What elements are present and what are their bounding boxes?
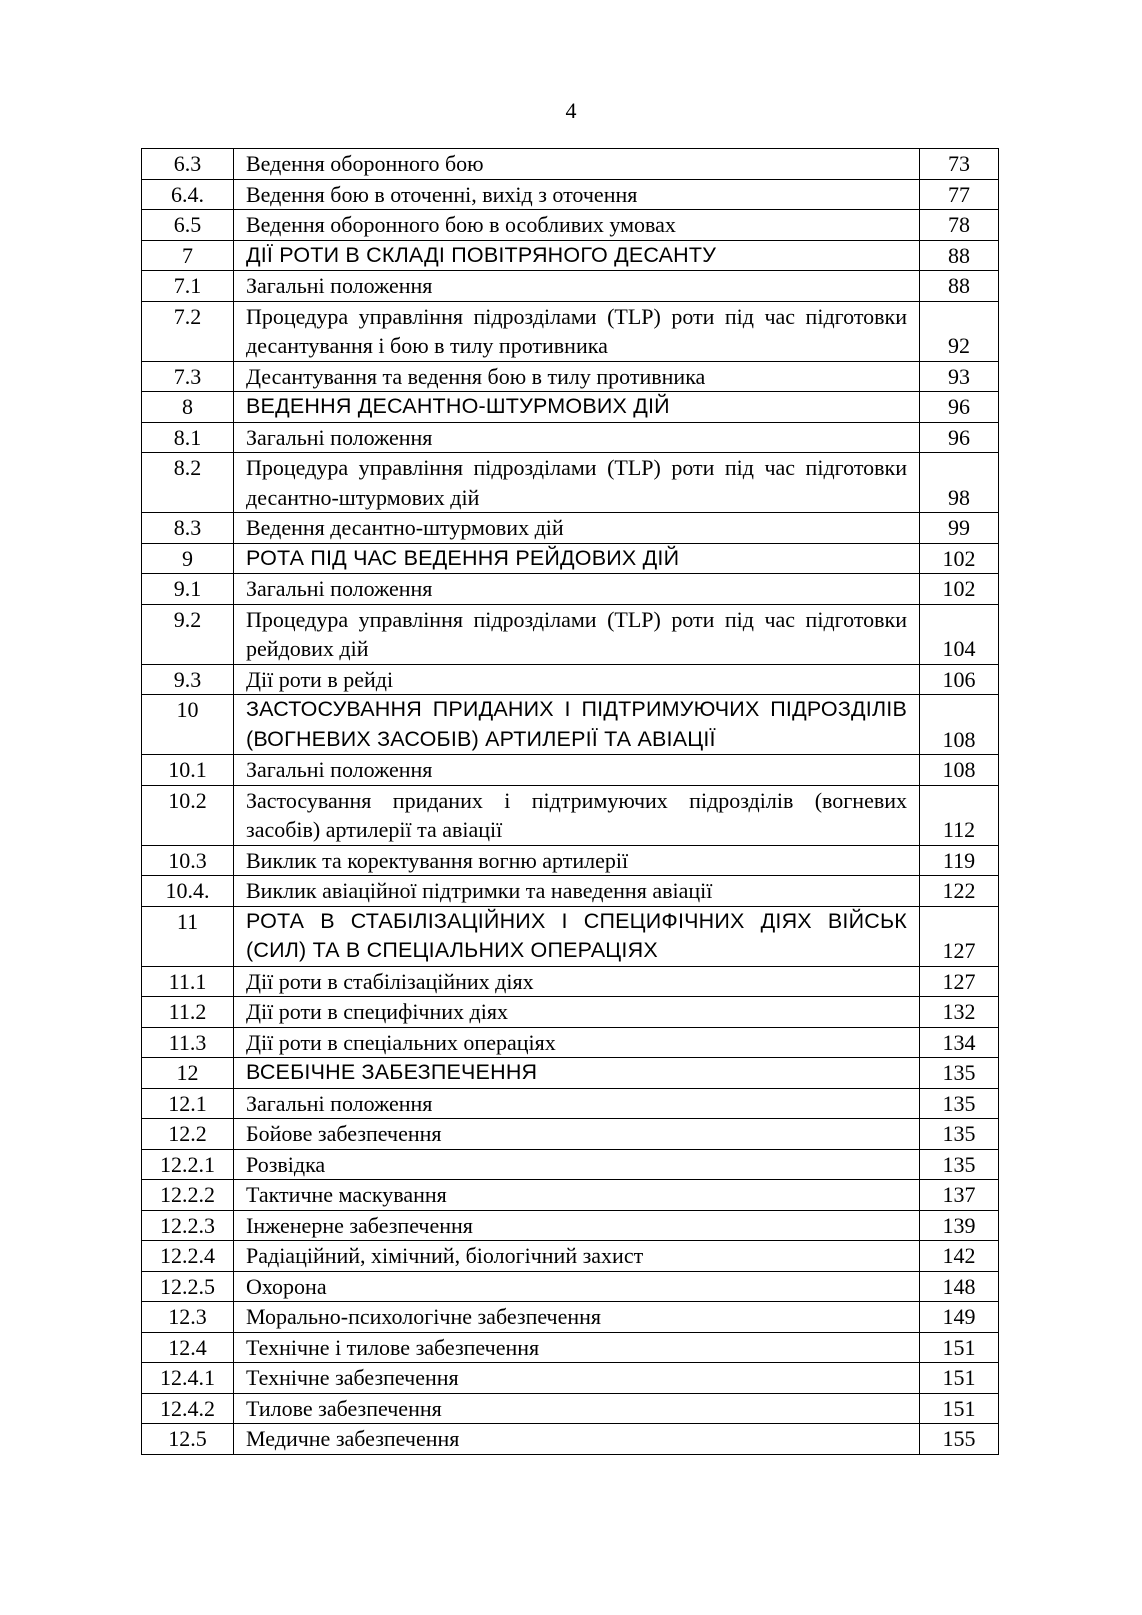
toc-section-title: Розвідка	[234, 1149, 920, 1180]
toc-page-number: 96	[920, 422, 999, 453]
toc-section-number: 9.2	[142, 604, 234, 664]
toc-row	[142, 1210, 999, 1241]
toc-row	[142, 1302, 999, 1333]
toc-row	[142, 210, 999, 241]
toc-section-title: Інженерне забезпечення	[234, 1210, 920, 1241]
toc-row	[142, 755, 999, 786]
toc-section-number: 12.4.1	[142, 1363, 234, 1394]
page-number: 4	[565, 98, 577, 123]
toc-page-number: 134	[920, 1027, 999, 1058]
toc-body	[142, 149, 999, 1455]
toc-section-title: Ведення десантно-штурмових дій	[234, 513, 920, 544]
toc-section-number: 7.3	[142, 361, 234, 392]
toc-section-number: 9	[142, 543, 234, 574]
toc-section-number: 10.3	[142, 845, 234, 876]
toc-row	[142, 392, 999, 423]
toc-row	[142, 1241, 999, 1272]
toc-section-title: Ведення оборонного бою в особливих умовах	[234, 210, 920, 241]
toc-section-title: Тактичне маскування	[234, 1180, 920, 1211]
toc-section-title: Технічне забезпечення	[234, 1363, 920, 1394]
toc-section-number: 12.3	[142, 1302, 234, 1333]
toc-row	[142, 422, 999, 453]
toc-section-number: 7.1	[142, 271, 234, 302]
toc-page-number: 104	[920, 604, 999, 664]
toc-section-number: 10.4.	[142, 876, 234, 907]
toc-section-title: ДІЇ РОТИ В СКЛАДІ ПОВІТРЯНОГО ДЕСАНТУ	[234, 240, 920, 271]
toc-row	[142, 574, 999, 605]
toc-section-number: 9.1	[142, 574, 234, 605]
toc-row	[142, 695, 999, 755]
toc-page-number: 73	[920, 149, 999, 180]
toc-row	[142, 1180, 999, 1211]
toc-row	[142, 1027, 999, 1058]
toc-page-number: 92	[920, 301, 999, 361]
toc-section-number: 10	[142, 695, 234, 755]
toc-page-number: 135	[920, 1149, 999, 1180]
toc-section-number: 12.4	[142, 1332, 234, 1363]
toc-section-title: Дії роти в стабілізаційних діях	[234, 966, 920, 997]
toc-section-title: Загальні положення	[234, 1088, 920, 1119]
toc-section-title: Медичне забезпечення	[234, 1424, 920, 1455]
toc-section-number: 7.2	[142, 301, 234, 361]
toc-section-number: 12.4.2	[142, 1393, 234, 1424]
toc-row	[142, 513, 999, 544]
toc-section-number: 11.3	[142, 1027, 234, 1058]
toc-section-number: 12.5	[142, 1424, 234, 1455]
toc-section-number: 11.1	[142, 966, 234, 997]
toc-row	[142, 1363, 999, 1394]
toc-page-number: 112	[920, 785, 999, 845]
toc-section-number: 7	[142, 240, 234, 271]
toc-section-title: ЗАСТОСУВАННЯ ПРИДАНИХ І ПІДТРИМУЮЧИХ ПІДРОЗДІЛІВ (ВОГНЕВИХ ЗАСОБІВ) АРТИЛЕРІЇ ТА АВІАЦІЇ	[234, 695, 920, 755]
toc-section-title: Загальні положення	[234, 422, 920, 453]
toc-section-title: Загальні положення	[234, 755, 920, 786]
toc-page-number: 137	[920, 1180, 999, 1211]
toc-row	[142, 1332, 999, 1363]
toc-section-number: 8	[142, 392, 234, 423]
toc-section-number: 6.5	[142, 210, 234, 241]
toc-page-number: 122	[920, 876, 999, 907]
toc-section-title: ВСЕБІЧНЕ ЗАБЕЗПЕЧЕННЯ	[234, 1058, 920, 1089]
toc-page-number: 139	[920, 1210, 999, 1241]
toc-page-number: 88	[920, 271, 999, 302]
toc-page-number: 96	[920, 392, 999, 423]
toc-page-number: 135	[920, 1088, 999, 1119]
toc-section-title: Морально-психологічне забезпечення	[234, 1302, 920, 1333]
toc-section-title: Процедура управління підрозділами (TLP) роти під час підготовки десантування і бою в тилу противника	[234, 301, 920, 361]
toc-section-number: 9.3	[142, 664, 234, 695]
toc-section-title: Десантування та ведення бою в тилу противника	[234, 361, 920, 392]
toc-row	[142, 453, 999, 513]
toc-page-number: 99	[920, 513, 999, 544]
toc-page-number: 151	[920, 1393, 999, 1424]
toc-page-number: 127	[920, 966, 999, 997]
toc-row	[142, 1058, 999, 1089]
toc-page-number: 93	[920, 361, 999, 392]
toc-section-number: 12.2.4	[142, 1241, 234, 1272]
toc-row	[142, 1271, 999, 1302]
toc-row	[142, 966, 999, 997]
toc-section-number: 10.1	[142, 755, 234, 786]
toc-page-number: 151	[920, 1363, 999, 1394]
toc-page-number: 148	[920, 1271, 999, 1302]
toc-row	[142, 1393, 999, 1424]
toc-row	[142, 301, 999, 361]
toc-page-number: 108	[920, 695, 999, 755]
toc-row	[142, 876, 999, 907]
toc-page-number: 78	[920, 210, 999, 241]
toc-section-number: 12.2	[142, 1119, 234, 1150]
toc-page-number: 108	[920, 755, 999, 786]
toc-page-number: 151	[920, 1332, 999, 1363]
toc-row	[142, 543, 999, 574]
toc-page-number: 102	[920, 574, 999, 605]
toc-section-number: 12.2.1	[142, 1149, 234, 1180]
toc-section-number: 6.4.	[142, 179, 234, 210]
toc-section-title: Технічне і тилове забезпечення	[234, 1332, 920, 1363]
toc-section-title: Дії роти в специфічних діях	[234, 997, 920, 1028]
toc-section-title: Застосування приданих і підтримуючих підрозділів (вогневих засобів) артилерії та авіації	[234, 785, 920, 845]
toc-section-title: Процедура управління підрозділами (TLP) роти під час підготовки рейдових дій	[234, 604, 920, 664]
toc-page-number: 135	[920, 1119, 999, 1150]
toc-section-number: 8.3	[142, 513, 234, 544]
toc-row	[142, 997, 999, 1028]
toc-section-title: Загальні положення	[234, 271, 920, 302]
toc-section-title: Ведення бою в оточенні, вихід з оточення	[234, 179, 920, 210]
toc-page-number: 106	[920, 664, 999, 695]
toc-page-number: 135	[920, 1058, 999, 1089]
toc-page-number: 88	[920, 240, 999, 271]
toc-row	[142, 1424, 999, 1455]
toc-row	[142, 271, 999, 302]
toc-section-title: ВЕДЕННЯ ДЕСАНТНО-ШТУРМОВИХ ДІЙ	[234, 392, 920, 423]
toc-row	[142, 785, 999, 845]
toc-row	[142, 179, 999, 210]
toc-section-title: Виклик та коректування вогню артилерії	[234, 845, 920, 876]
toc-page-number: 132	[920, 997, 999, 1028]
toc-row	[142, 845, 999, 876]
toc-section-number: 12.1	[142, 1088, 234, 1119]
toc-row	[142, 240, 999, 271]
toc-row	[142, 1149, 999, 1180]
toc-row	[142, 361, 999, 392]
toc-page-number: 142	[920, 1241, 999, 1272]
toc-page-number: 77	[920, 179, 999, 210]
toc-section-number: 12.2.3	[142, 1210, 234, 1241]
toc-row	[142, 906, 999, 966]
toc-section-number: 8.1	[142, 422, 234, 453]
toc-section-title: Процедура управління підрозділами (TLP) роти під час підготовки десантно-штурмових дій	[234, 453, 920, 513]
toc-section-title: Дії роти в спеціальних операціях	[234, 1027, 920, 1058]
toc-section-title: Радіаційний, хімічний, біологічний захист	[234, 1241, 920, 1272]
toc-row	[142, 149, 999, 180]
toc-section-title: Тилове забезпечення	[234, 1393, 920, 1424]
toc-section-number: 11.2	[142, 997, 234, 1028]
toc-section-title: Бойове забезпечення	[234, 1119, 920, 1150]
toc-page-number: 119	[920, 845, 999, 876]
table-of-contents	[141, 148, 999, 1455]
toc-page-number: 102	[920, 543, 999, 574]
toc-section-number: 8.2	[142, 453, 234, 513]
toc-section-title: Загальні положення	[234, 574, 920, 605]
toc-page-number: 127	[920, 906, 999, 966]
toc-section-number: 10.2	[142, 785, 234, 845]
toc-page-number: 98	[920, 453, 999, 513]
toc-section-number: 6.3	[142, 149, 234, 180]
toc-section-number: 12.2.5	[142, 1271, 234, 1302]
toc-section-title: РОТА ПІД ЧАС ВЕДЕННЯ РЕЙДОВИХ ДІЙ	[234, 543, 920, 574]
toc-section-title: Виклик авіаційної підтримки та наведення авіації	[234, 876, 920, 907]
toc-row	[142, 1088, 999, 1119]
toc-page-number: 149	[920, 1302, 999, 1333]
toc-section-title: Ведення оборонного бою	[234, 149, 920, 180]
toc-section-number: 12.2.2	[142, 1180, 234, 1211]
toc-page-number: 155	[920, 1424, 999, 1455]
toc-section-number: 12	[142, 1058, 234, 1089]
toc-section-title: РОТА В СТАБІЛІЗАЦІЙНИХ І СПЕЦИФІЧНИХ ДІЯХ ВІЙСЬК (СИЛ) ТА В СПЕЦІАЛЬНИХ ОПЕРАЦІЯХ	[234, 906, 920, 966]
toc-section-title: Охорона	[234, 1271, 920, 1302]
toc-section-title: Дії роти в рейді	[234, 664, 920, 695]
toc-row	[142, 604, 999, 664]
toc-section-number: 11	[142, 906, 234, 966]
toc-row	[142, 664, 999, 695]
toc-row	[142, 1119, 999, 1150]
